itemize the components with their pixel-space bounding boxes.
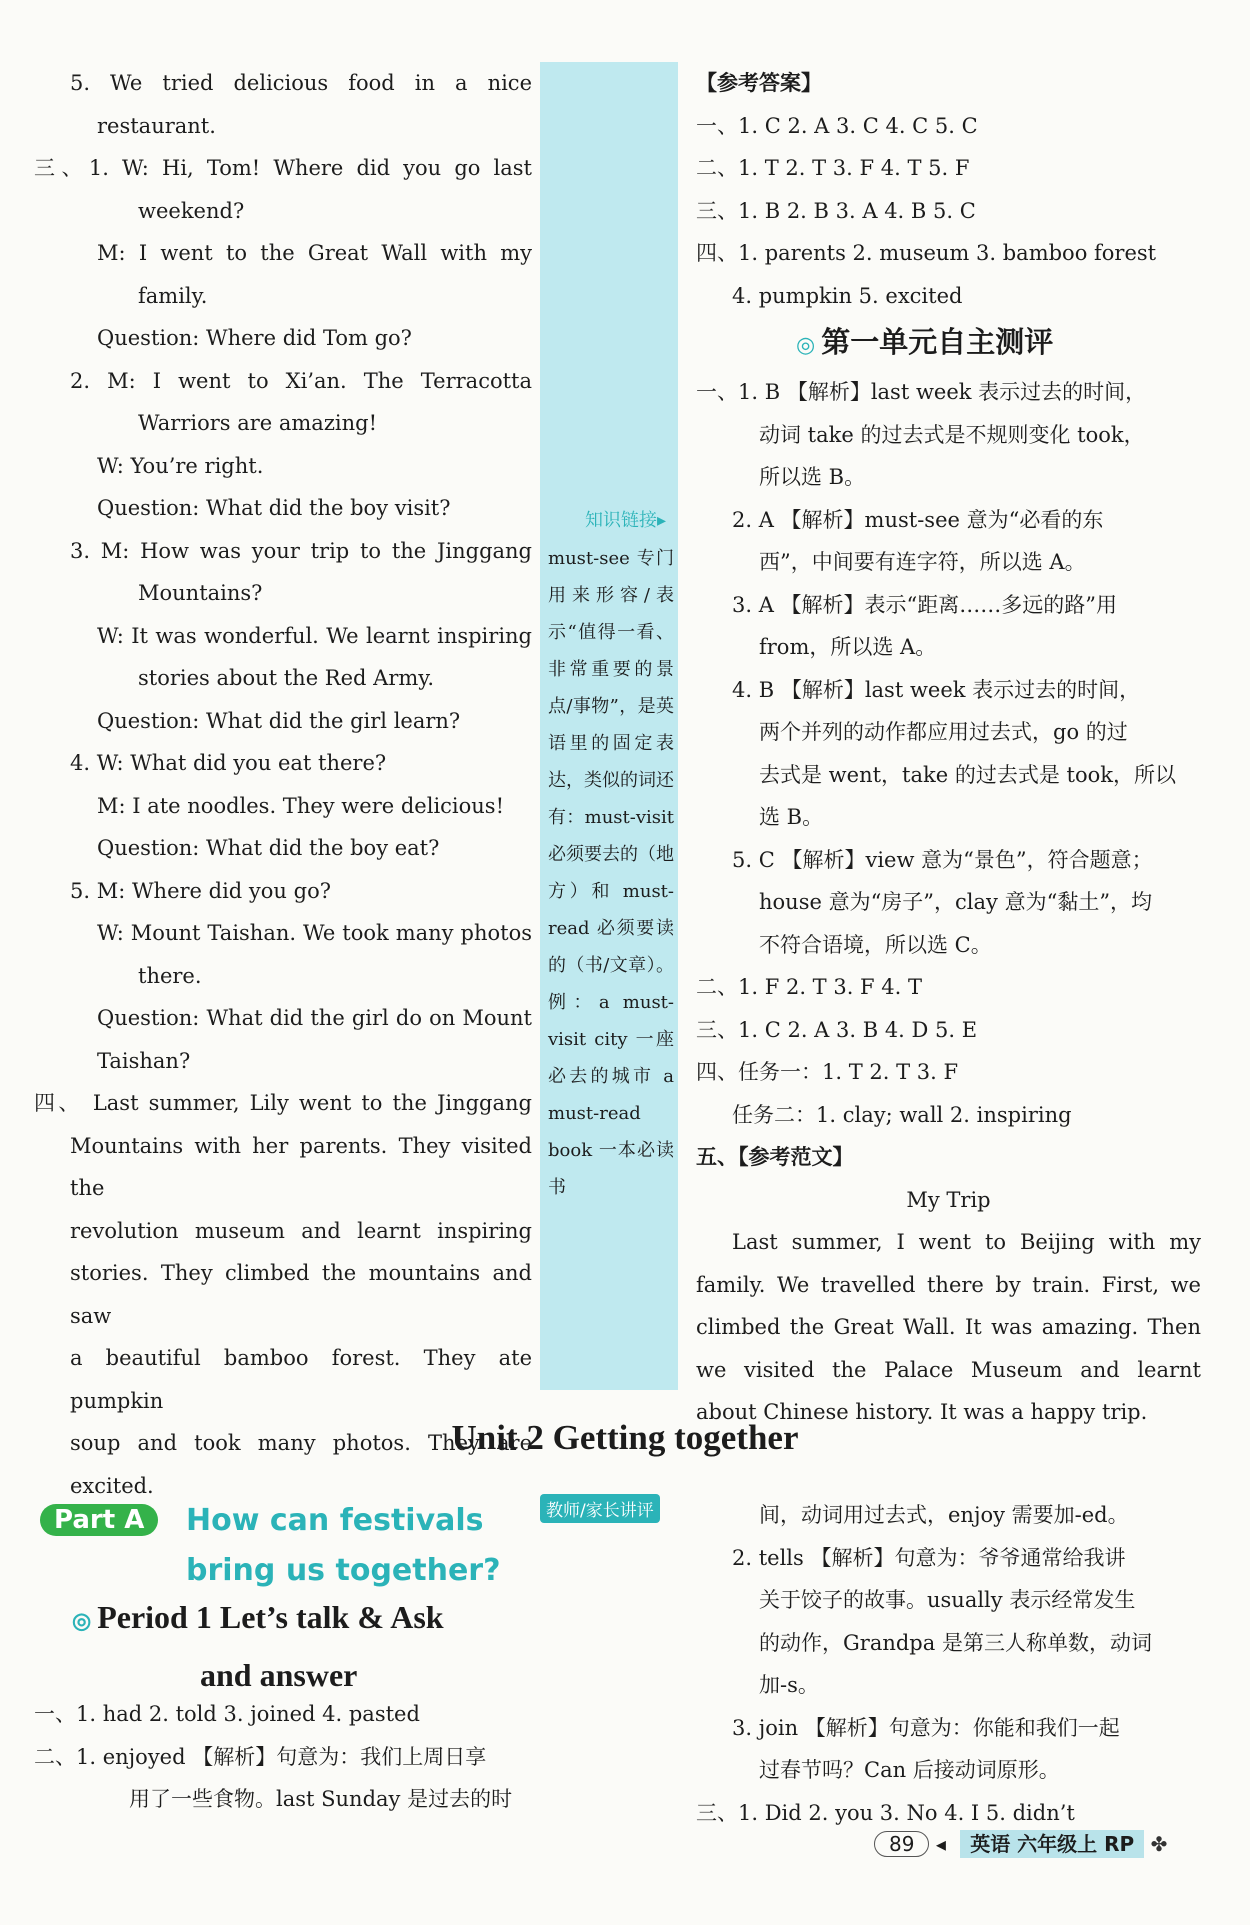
circle-icon: ◎: [796, 333, 816, 358]
arrow-icon: ◂: [935, 1832, 946, 1856]
answer-line: 二、1. T 2. T 3. F 4. T 5. F: [696, 156, 970, 180]
text-line: W: You’re right.: [97, 453, 264, 478]
answer-line: 二、1. enjoyed 【解析】句意为：我们上周日享: [34, 1744, 487, 1769]
text-line: Question: What did the girl learn?: [97, 708, 461, 733]
left-column: [34, 62, 532, 1507]
test-line: from，所以选 A。: [759, 635, 937, 659]
answers-title: 【参考答案】: [696, 70, 822, 95]
text-line: Mountains?: [138, 581, 263, 605]
period-title-line1: Period 1 Let’s talk & Ask: [97, 1599, 444, 1635]
bottom-left-column: [34, 1693, 539, 1821]
test-line: 所以选 B。: [759, 465, 866, 489]
test-line: 四、任务一：1. T 2. T 3. F: [696, 1060, 959, 1084]
test-line: 二、1. F 2. T 3. F 4. T: [696, 975, 923, 999]
text-line: W: It was wonderful. We learnt inspiring: [97, 623, 532, 648]
text-line: Taishan?: [97, 1048, 191, 1073]
text-line: family.: [138, 283, 208, 308]
circle-icon: ◎: [72, 1608, 92, 1633]
answer-line: 过春节吗？Can 后接动词原形。: [759, 1758, 1060, 1782]
text-line: excited.: [70, 1473, 154, 1498]
text-line: a beautiful bamboo forest. They ate pumpkin: [70, 1346, 532, 1413]
answer-line: 2. tells 【解析】句意为：爷爷通常给我讲: [732, 1545, 1126, 1570]
test-line: 一、1. B 【解析】last week 表示过去的时间，: [696, 380, 1147, 404]
answer-line: 用了一些食物。last Sunday 是过去的时: [129, 1787, 513, 1811]
text-line: Question: What did the girl do on Mount: [97, 1006, 532, 1030]
part-a-title: How can festivals bring us together?: [186, 1503, 501, 1588]
essay-title: My Trip: [906, 1187, 991, 1212]
answer-line: 三、1. B 2. B 3. A 4. B 5. C: [696, 198, 976, 223]
period-title: [72, 1590, 532, 1702]
test-line: 西”，中间要有连字符，所以选 A。: [759, 550, 1086, 574]
subject-banner: 英语 六年级上 RP: [960, 1830, 1144, 1858]
maple-leaf-icon: ✤: [1150, 1832, 1168, 1856]
test-line: 动词 take 的过去式是不规则变化 took，: [759, 422, 1145, 447]
essay-line: family. We travelled there by train. First, we: [696, 1272, 1201, 1297]
test-line: 不符合语境，所以选 C。: [759, 932, 992, 957]
text-line: 三、1. W: Hi, Tom! Where did you go last: [34, 156, 532, 180]
text-line: there.: [138, 963, 202, 988]
text-line: restaurant.: [97, 113, 216, 138]
text-line: Question: What did the boy visit?: [97, 496, 451, 520]
unit-title: Unit 2 Getting together: [451, 1418, 799, 1457]
test-line: 三、1. C 2. A 3. B 4. D 5. E: [696, 1017, 978, 1042]
text-line: 四、 Last summer, Lily went to the Jinggang: [34, 1091, 532, 1115]
essay-line: climbed the Great Wall. It was amazing. Then: [696, 1315, 1201, 1339]
test-line: 去式是 went，take 的过去式是 took，所以: [759, 762, 1176, 787]
text-line: Question: Where did Tom go?: [97, 326, 412, 350]
teacher-parent-badge: 教师/家长讲评: [540, 1494, 660, 1523]
test-line: 5. C 【解析】view 意为“景色”，符合题意；: [732, 847, 1153, 872]
test-line: house 意为“房子”，clay 意为“黏土”，均: [759, 890, 1153, 914]
test-line: 任务二：1. clay; wall 2. inspiring: [732, 1102, 1072, 1127]
essay-line: we visited the Palace Museum and learnt: [696, 1357, 1201, 1382]
text-line: 5. M: Where did you go?: [70, 878, 331, 903]
text-line: Question: What did the boy eat?: [97, 836, 440, 860]
text-line: M: I ate noodles. They were delicious!: [97, 793, 505, 818]
test-line: 2. A 【解析】must-see 意为“必看的东: [732, 507, 1104, 532]
section-title: ◎ 第一单元自主测评: [796, 325, 1054, 359]
text-line: Mountains with her parents. They visited the: [70, 1133, 532, 1200]
answer-line: 四、1. parents 2. museum 3. bamboo forest: [696, 241, 1157, 265]
text-line: 3. M: How was your trip to the Jinggang: [70, 538, 532, 563]
answer-line: 4. pumpkin 5. excited: [732, 283, 963, 308]
test-line: 五、【参考范文】: [696, 1144, 854, 1169]
text-line: stories about the Red Army.: [138, 666, 435, 690]
test-line: 选 B。: [759, 805, 824, 829]
bottom-right-column: [696, 1494, 1201, 1834]
right-column: [696, 62, 1201, 1434]
test-line: 两个并列的动作都应用过去式，go 的过: [759, 720, 1128, 744]
answer-line: 三、1. Did 2. you 3. No 4. I 5. didn’t: [696, 1800, 1075, 1825]
test-line: 3. A 【解析】表示“距离……多远的路”用: [732, 592, 1118, 617]
text-line: Warriors are amazing!: [138, 411, 378, 435]
essay-line: about Chinese history. It was a happy trip.: [696, 1400, 1148, 1424]
sidebar-text: must-see 专门用来形容/表示“值得一看、非常重要的景点/事物”，是英语里的固定表达，类似的词还有：must-visit 必须要去的（地方）和 must-read 必须要读的（书/文章）。例：a must-visit city 一座必去的城市 a must-read book 一本必读书: [548, 548, 674, 1198]
text-line: stories. They climbed the mountains and saw: [70, 1261, 532, 1328]
answer-line: 的动作，Grandpa 是第三人称单数，动词: [759, 1630, 1152, 1655]
page-number: 89: [874, 1831, 929, 1857]
answer-line: 3. join 【解析】句意为：你能和我们一起: [732, 1715, 1120, 1740]
answer-line: 一、1. had 2. told 3. joined 4. pasted: [34, 1702, 420, 1726]
essay-line: Last summer, I went to Beijing with my: [732, 1230, 1201, 1254]
test-line: 4. B 【解析】last week 表示过去的时间，: [732, 677, 1141, 702]
sidebar-heading: 知识链接▸: [585, 510, 667, 531]
part-a-badge: Part A: [40, 1504, 158, 1536]
text-line: 5. We tried delicious food in a nice: [70, 71, 532, 95]
text-line: revolution museum and learnt inspiring: [70, 1218, 532, 1243]
answer-line: 一、1. C 2. A 3. C 4. C 5. C: [696, 113, 978, 138]
page-footer: [874, 1828, 1167, 1857]
text-line: M: I went to the Great Wall with my: [97, 241, 532, 265]
text-line: soup and took many photos. They are: [70, 1431, 532, 1455]
answer-line: 间，动词用过去式，enjoy 需要加-ed。: [759, 1503, 1129, 1527]
text-line: W: Mount Taishan. We took many photos: [97, 921, 532, 945]
text-line: weekend?: [138, 198, 245, 223]
text-line: 2. M: I went to Xi’an. The Terracotta: [70, 368, 532, 393]
period-title-line2: and answer: [200, 1657, 358, 1693]
answer-line: 加-s。: [759, 1673, 819, 1697]
text-line: 4. W: What did you eat there?: [70, 751, 387, 775]
answer-line: 关于饺子的故事。usually 表示经常发生: [759, 1588, 1136, 1612]
